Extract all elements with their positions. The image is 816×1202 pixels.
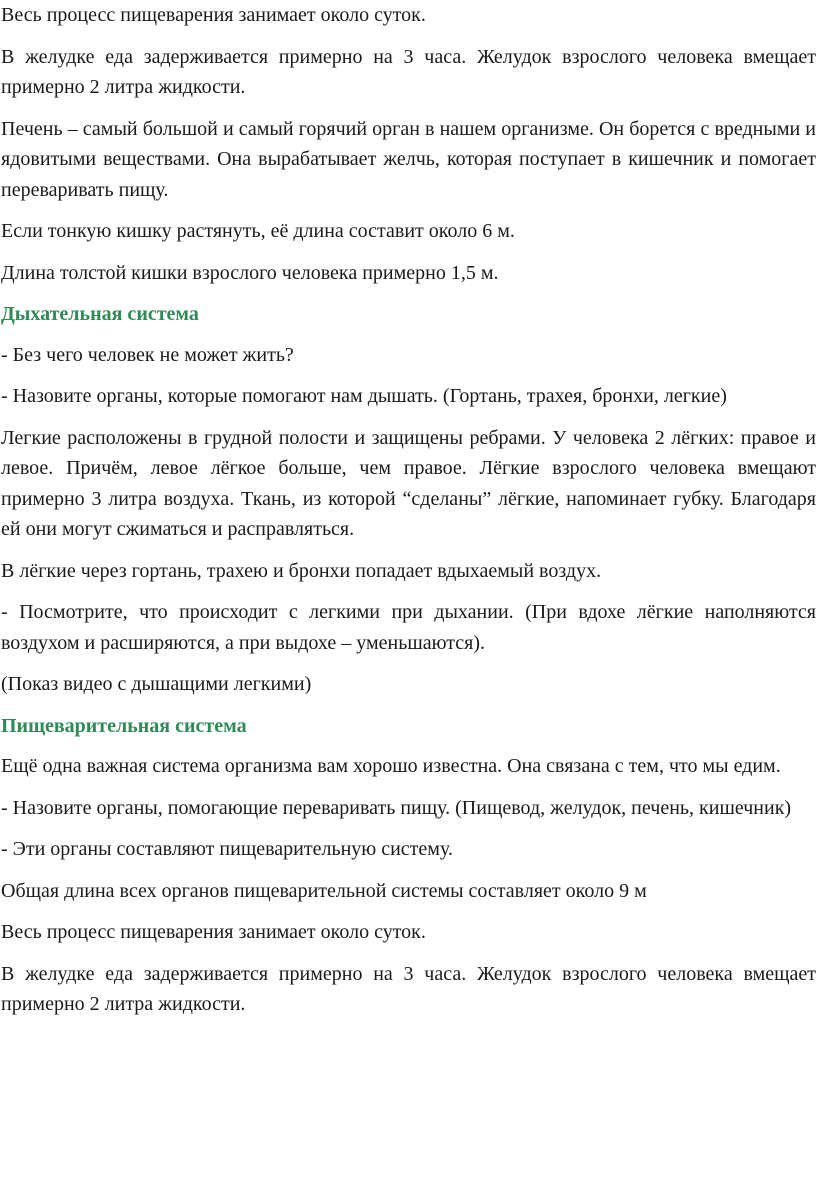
paragraph-stomach-2: В желудке еда задерживается примерно на 3 часа. Желудок взрослого человека вмещает примерно 2 литра жидкости.: [1, 962, 816, 1015]
paragraph-lungs: Легкие расположены в грудной полости и защищены ребрами. У человека 2 лёгких: правое и левое. Причём, левое лёгкое больше, чем правое. Лёгкие взрослого человека вмещают примерно 3 литра воздуха. Ткань, из которой “сделаны” лёгкие, напоминает губку. Благодаря ей они могут сжиматься и расправляться.: [1, 426, 816, 540]
paragraph-digestive-organs: - Назовите органы, помогающие переваривать пищу. (Пищевод, желудок, печень, кишечник): [1, 796, 792, 819]
paragraph-breathing-question: - Без чего человек не может жить?: [1, 343, 294, 366]
heading-digestive-system: Пищеварительная система: [1, 714, 247, 737]
paragraph-digestive-intro: Ещё одна важная система организма вам хорошо известна. Она связана с тем, что мы едим.: [1, 755, 781, 777]
paragraph-liver: Печень – самый большой и самый горячий орган в нашем организме. Он борется с вредными и ядовитыми веществами. Она вырабатывает желчь, которая поступает в кишечник и помогает переваривать пищу.: [1, 117, 816, 201]
paragraph-digestion-duration-2: Весь процесс пищеварения занимает около суток.: [1, 921, 426, 943]
paragraph-stomach: В желудке еда задерживается примерно на 3 часа. Желудок взрослого человека вмещает примерно 2 литра жидкости.: [1, 45, 816, 98]
paragraph-digestive-length: Общая длина всех органов пищеварительной системы составляет около 9 м: [1, 879, 647, 902]
paragraph-large-intestine: Длина толстой кишки взрослого человека примерно 1,5 м.: [1, 261, 499, 284]
paragraph-air-path: В лёгкие через гортань, трахею и бронхи попадает вдыхаемый воздух.: [1, 559, 602, 582]
paragraph-small-intestine: Если тонкую кишку растянуть, её длина составит около 6 м.: [1, 220, 515, 242]
paragraph-digestive-system: - Эти органы составляют пищеварительную систему.: [1, 838, 453, 860]
paragraph-breathing-organs: - Назовите органы, которые помогают нам дышать. (Гортань, трахея, бронхи, легкие): [1, 385, 727, 407]
paragraph-video: (Показ видео с дышащими легкими): [1, 673, 312, 695]
paragraph-breathing-observe: - Посмотрите, что происходит с легкими при дыхании. (При вдохе лёгкие наполняются воздухом и расширяются, а при выдохе – уменьшаются).: [1, 601, 816, 654]
paragraph-digestion-duration: Весь процесс пищеварения занимает около суток.: [1, 4, 426, 26]
heading-breathing-system: Дыхательная система: [1, 303, 199, 325]
